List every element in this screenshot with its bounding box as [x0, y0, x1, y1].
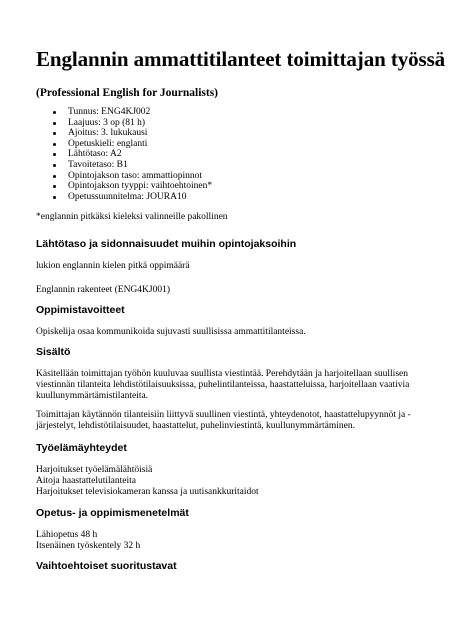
fact-item-target-level: Tavoitetaso: B1	[36, 160, 212, 171]
course-facts-list	[36, 107, 212, 202]
prerequisite-line: Englannin rakenteet (ENG4KJ001)	[36, 285, 171, 295]
heading-methods: Opetus- ja oppimismenetelmät	[36, 507, 189, 519]
fact-item-scope: Laajuus: 3 op (81 h)	[36, 118, 212, 129]
footnote: *englannin pitkäksi kieleksi valinneille pakollinen	[36, 212, 228, 222]
methods-line: Itsenäinen työskentely 32 h	[36, 541, 141, 551]
fact-item-timing: Ajoitus: 3. lukukausi	[36, 128, 212, 139]
content-line: järjestelyt, lehdistötilaisuudet, haastattelut, puhelinviestintä, kuullunymmärtäminen.	[36, 421, 355, 431]
fact-item-start-level: Lähtötaso: A2	[36, 149, 212, 160]
document-subtitle: (Professional English for Journalists)	[36, 87, 218, 99]
heading-objectives: Oppimistavoitteet	[36, 304, 125, 316]
heading-worklife: Työelämäyhteydet	[36, 442, 127, 454]
fact-item-language: Opetuskieli: englanti	[36, 139, 212, 150]
worklife-line: Harjoitukset televisiokameran kanssa ja uutisankkuritaidot	[36, 487, 259, 497]
heading-prerequisites: Lähtötaso ja sidonnaisuudet muihin opintojaksoihin	[36, 238, 297, 250]
heading-alternatives: Vaihtoehtoiset suoritustavat	[36, 560, 177, 572]
content-line: Käsitellään toimittajan työhön kuuluvaa suullista viestintää. Perehdytään ja harjoitellaan suullisen	[36, 369, 408, 379]
content-line: Toimittajan käytännön tilanteisiin liittyvä suullinen viestintä, yhteydenotot, haastattelupyynnöt ja -	[36, 410, 411, 420]
fact-item-course-level: Opintojakson taso: ammattiopinnot	[36, 171, 212, 182]
methods-line: Lähiopetus 48 h	[36, 530, 98, 540]
fact-item-curriculum: Opetussuunnitelma: JOURA10	[36, 192, 212, 203]
worklife-line: Harjoitukset työelämälähtöisiä	[36, 465, 153, 475]
heading-content: Sisältö	[36, 346, 71, 358]
fact-item-course-type: Opintojakson tyyppi: vaihtoehtoinen*	[36, 181, 212, 192]
fact-item-code: Tunnus: ENG4KJ002	[36, 107, 212, 118]
prerequisite-line: lukion englannin kielen pitkä oppimäärä	[36, 261, 190, 271]
objectives-text: Opiskelija osaa kommunikoida sujuvasti suullisissa ammattitilanteissa.	[36, 327, 306, 337]
worklife-line: Aitoja haastattelutilanteita	[36, 476, 136, 486]
content-line: kuullunymmärtämistilanteita.	[36, 391, 149, 401]
content-line: viestinnän tilanteita lehdistötilaisuuksissa, puhelintilanteissa, haastatteluissa, harjoitellaan vaativia	[36, 380, 410, 390]
document-title: Englannin ammattitilanteet toimittajan työssä	[36, 47, 446, 71]
